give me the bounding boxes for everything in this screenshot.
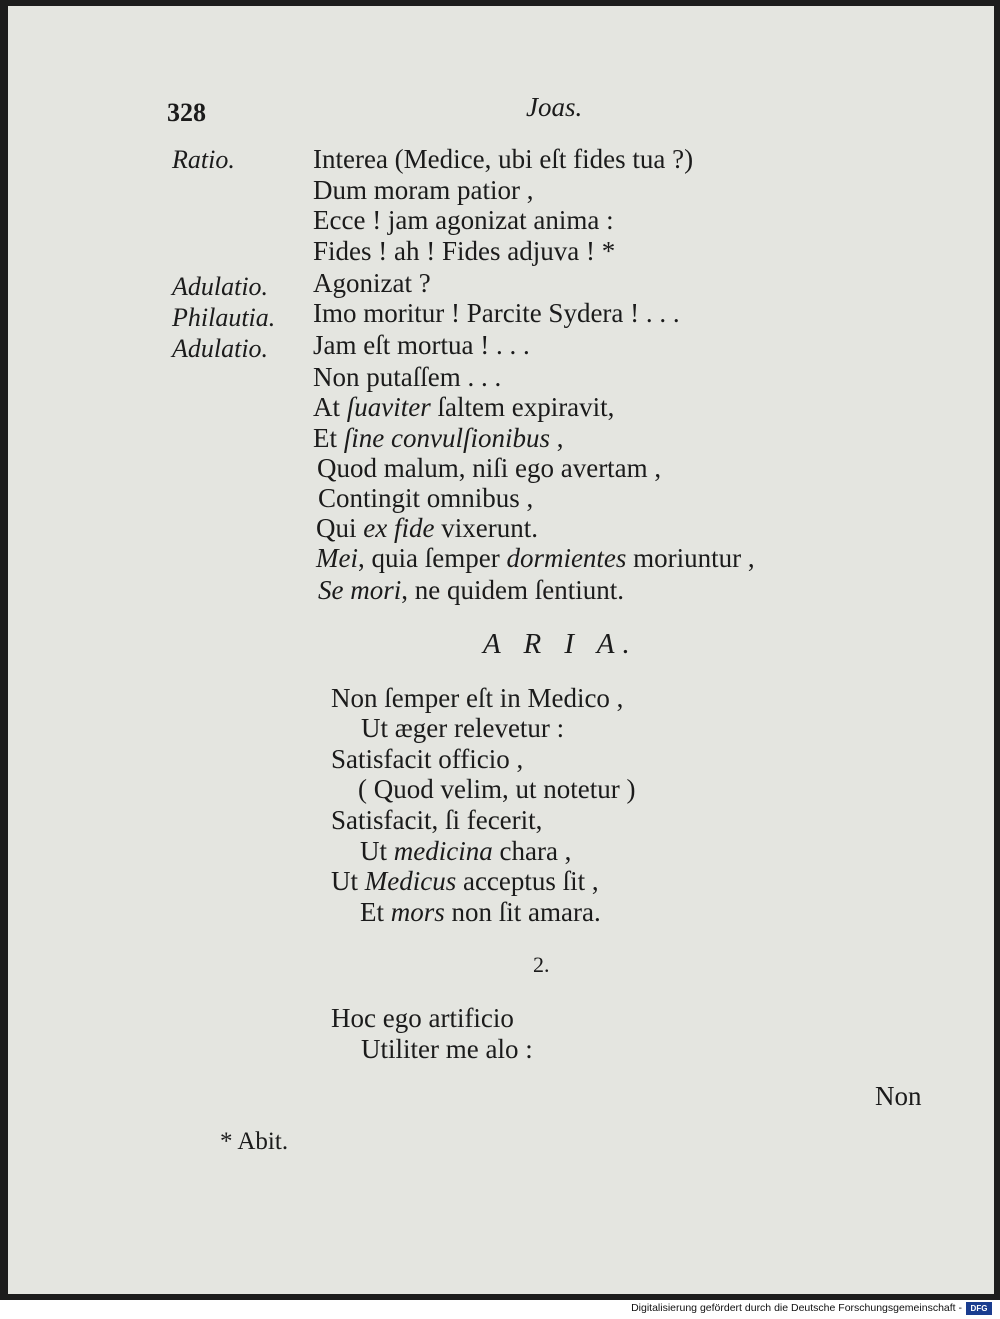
italic-segment: Mei xyxy=(316,543,358,573)
italic-segment: ſuaviter xyxy=(346,392,431,422)
speech-line: Dum moram patior , xyxy=(313,175,534,205)
text-segment: ſaltem expiravit, xyxy=(430,392,615,422)
speech-line: Agonizat ? xyxy=(313,268,431,298)
text-segment: chara , xyxy=(492,836,572,866)
aria-heading: A R I A. xyxy=(483,628,638,660)
speech-line: Jam eſt mortua ! . . . xyxy=(313,330,530,360)
aria-line: Ut æger relevetur : xyxy=(361,713,565,743)
aria-line: Hoc ego artificio xyxy=(331,1003,514,1033)
speaker-adulatio-2: Adulatio. xyxy=(172,334,269,363)
text-segment: non ſit amara. xyxy=(444,897,601,927)
text-segment: , ne quidem ſentiunt. xyxy=(401,575,624,605)
italic-segment: ex fide xyxy=(363,513,435,543)
speaker-adulatio: Adulatio. xyxy=(172,272,269,301)
speech-line: Quod malum, niſi ego avertam , xyxy=(317,453,662,483)
footnote: * Abit. xyxy=(220,1128,289,1155)
speech-line xyxy=(318,575,624,605)
aria-line xyxy=(360,897,601,927)
catchword: Non xyxy=(875,1081,922,1111)
italic-segment: ſine convulſionibus xyxy=(343,423,550,453)
speech-line: Contingit omnibus , xyxy=(318,483,534,513)
text-segment: Ut xyxy=(360,836,394,866)
page-number: 328 xyxy=(167,98,206,127)
speech-line: Imo moritur ! Parcite Sydera ! . . . xyxy=(313,298,680,328)
text-segment: , xyxy=(549,423,564,453)
text-segment: vixerunt. xyxy=(434,513,538,543)
text-segment: moriuntur , xyxy=(626,543,755,573)
text-segment: Et xyxy=(313,423,344,453)
speech-line xyxy=(313,392,614,422)
speech-line xyxy=(313,423,563,453)
running-title: Joas. xyxy=(526,92,583,122)
italic-segment: dormientes xyxy=(506,543,627,573)
italic-segment: mors xyxy=(390,897,445,927)
aria-line: Satisfacit, ſi fecerit, xyxy=(331,805,543,835)
text-segment: , quia ſemper xyxy=(357,543,507,573)
text-segment: Et xyxy=(360,897,391,927)
speaker-philautia: Philautia. xyxy=(172,303,276,332)
speech-line: Interea (Medice, ubi eſt fides tua ?) xyxy=(313,144,694,174)
aria-line xyxy=(331,866,599,896)
aria-line: Utiliter me alo : xyxy=(361,1034,533,1064)
stanza-number: 2. xyxy=(533,952,550,977)
speech-line: Non putaſſem . . . xyxy=(313,362,502,392)
aria-line: ( Quod velim, ut notetur ) xyxy=(358,774,636,804)
italic-segment: medicina xyxy=(393,836,493,866)
text-segment: At xyxy=(313,392,347,422)
aria-line xyxy=(360,836,571,866)
speech-line xyxy=(316,543,755,573)
speech-line: Ecce ! jam agonizat anima : xyxy=(313,205,614,235)
speaker-ratio: Ratio. xyxy=(172,145,235,174)
italic-segment: Se mori xyxy=(318,575,402,605)
aria-line: Satisfacit officio , xyxy=(331,744,524,774)
text-segment: acceptus ſit , xyxy=(456,866,599,896)
text-segment: Ut xyxy=(331,866,365,896)
text-segment: Qui xyxy=(316,513,364,543)
dfg-logo: DFG xyxy=(966,1302,992,1315)
italic-segment: Medicus xyxy=(364,866,457,896)
aria-line: Non ſemper eſt in Medico , xyxy=(331,683,624,713)
funding-credit: Digitalisierung gefördert durch die Deutsche Forschungsgemeinschaft - xyxy=(631,1302,962,1314)
speech-line: Fides ! ah ! Fides adjuva ! * xyxy=(313,236,616,266)
speech-line xyxy=(316,513,538,543)
